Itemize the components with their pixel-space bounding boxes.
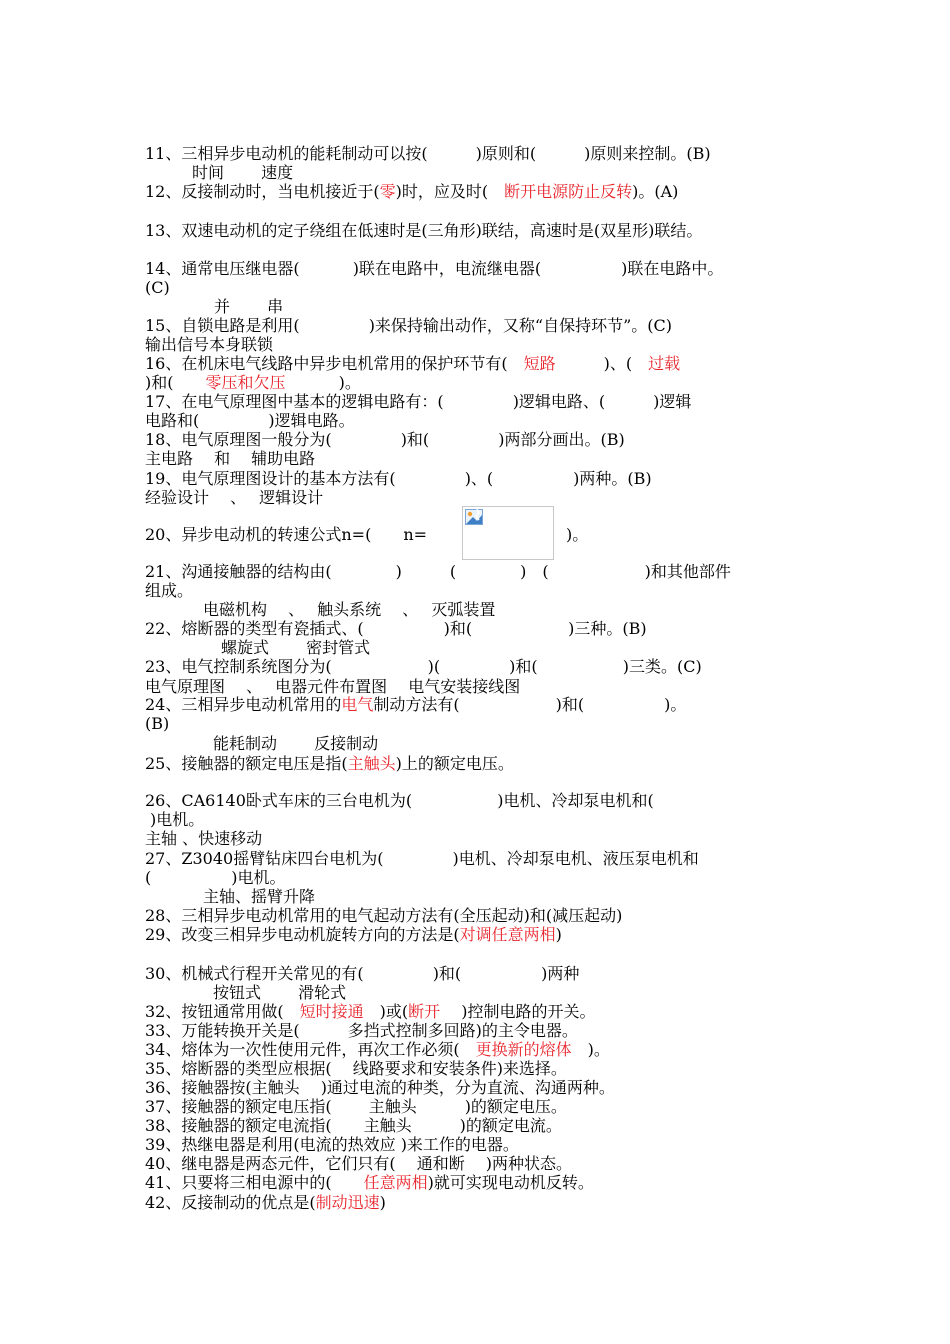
q25 xyxy=(145,754,514,773)
q42-answer: 制动迅速 xyxy=(315,1193,380,1212)
q29-text: 29、改变三相异步电动机旋转方向的方法是( xyxy=(145,925,460,944)
broken-image-icon xyxy=(465,509,485,527)
q23: 23、电气控制系统图分为( )( )和( )三类。(C) xyxy=(145,657,702,676)
q42-text: 42、反接制动的优点是( xyxy=(145,1193,316,1212)
q26-cont: )电机。 xyxy=(150,810,205,829)
q12 xyxy=(145,182,678,201)
q34 xyxy=(145,1040,610,1059)
q12-answer-1: 零 xyxy=(379,182,396,201)
q21-answer: 电磁机构 、 触头系统 、 灭弧装置 xyxy=(203,600,496,619)
q29 xyxy=(145,925,562,944)
q41-text: )就可实现电动机反转。 xyxy=(427,1173,594,1192)
q12-answer-2: 断开电源防止反转 xyxy=(504,182,633,201)
formula-image xyxy=(462,506,554,560)
q41-answer: 任意两相 xyxy=(363,1173,428,1192)
q25-answer: 主触头 xyxy=(347,754,396,773)
q24 xyxy=(145,695,686,714)
q36: 36、接触器按(主触头 )通过电流的种类，分为直流、沟通两种。 xyxy=(145,1078,615,1097)
q27-answer: 主轴、摇臂升降 xyxy=(203,887,316,906)
q14-level: (C) xyxy=(145,278,170,297)
q24-text: 24、三相异步电动机常用的 xyxy=(145,695,342,714)
q30-answer: 按钮式 滑轮式 xyxy=(213,983,347,1002)
q24-text: 制动方法有( )和( )。 xyxy=(373,695,687,714)
q12-text: 12、反接制动时，当电机接近于( xyxy=(145,182,380,201)
q33: 33、万能转换开关是( 多挡式控制多回路)的主令电器。 xyxy=(145,1021,578,1040)
q16-text: )。 xyxy=(285,373,361,392)
q29-text: ) xyxy=(555,925,562,944)
q17: 17、在电气原理图中基本的逻辑电路有：( )逻辑电路、( )逻辑 xyxy=(145,392,692,411)
q11-answer: 时间 速度 xyxy=(192,163,294,182)
q16-answer-3: 零压和欠压 xyxy=(205,373,286,392)
q32-text: )控制电路的开关。 xyxy=(440,1002,596,1021)
q37: 37、接触器的额定电压指( 主触头 )的额定电压。 xyxy=(145,1097,567,1116)
q14: 14、通常电压继电器( )联在电路中，电流继电器( )联在电路中。 xyxy=(145,259,724,278)
q22-answer: 螺旋式 密封管式 xyxy=(221,638,371,657)
q16-text: 16、在机床电气线路中异步电机常用的保护环节有( xyxy=(145,354,524,373)
q35: 35、熔断器的类型应根据( 线路要求和安装条件)来选择。 xyxy=(145,1059,567,1078)
q32 xyxy=(145,1002,595,1021)
q21: 21、沟通接触器的结构由( ) ( ) ( )和其他部件 xyxy=(145,562,731,581)
q26: 26、CA6140卧式车床的三台电机为( )电机、冷却泵电机和( xyxy=(145,791,654,810)
q21-cont: 组成。 xyxy=(145,581,194,600)
q32-text: 32、按钮通常用做( xyxy=(145,1002,300,1021)
q16-text: )和( xyxy=(145,373,206,392)
q26-answer: 主轴 、快速移动 xyxy=(145,829,263,848)
q29-answer: 对调任意两相 xyxy=(459,925,556,944)
q19: 19、电气原理图设计的基本方法有( )、( )两种。(B) xyxy=(145,469,652,488)
q16-answer-2: 过载 xyxy=(648,354,681,373)
q16-cont xyxy=(145,373,361,392)
q18: 18、电气原理图一般分为( )和( )两部分画出。(B) xyxy=(145,430,625,449)
q30: 30、机械式行程开关常见的有( )和( )两种 xyxy=(145,964,580,983)
q34-answer: 更换新的熔体 xyxy=(475,1040,572,1059)
q41 xyxy=(145,1173,594,1192)
q15-answer: 输出信号本身联锁 xyxy=(145,335,274,354)
q11: 11、三相异步电动机的能耗制动可以按( )原则和( )原则来控制。(B) xyxy=(145,144,711,163)
q32-text: )或( xyxy=(363,1002,409,1021)
q16-text: )、( xyxy=(555,354,649,373)
q13: 13、双速电动机的定子绕组在低速时是(三角形)联结，高速时是(双星形)联结。 xyxy=(145,221,703,240)
q39: 39、热继电器是利用(电流的热效应 )来工作的电器。 xyxy=(145,1135,519,1154)
q40: 40、继电器是两态元件，它们只有( 通和断 )两种状态。 xyxy=(145,1154,573,1173)
q14-answer: 并 串 xyxy=(214,297,284,316)
q18-answer: 主电路 和 辅助电路 xyxy=(145,449,316,468)
q22: 22、熔断器的类型有瓷插式、( )和( )三种。(B) xyxy=(145,619,647,638)
q27: 27、Z3040摇臂钻床四台电机为( )电机、冷却泵电机、液压泵电机和 xyxy=(145,849,699,868)
q27-cont: ( )电机。 xyxy=(145,868,286,887)
q19-answer: 经验设计 、 逻辑设计 xyxy=(145,488,324,507)
q15: 15、自锁电路是利用( )来保持输出动作，又称“自保持环节”。(C) xyxy=(145,316,673,335)
q34-text: )。 xyxy=(571,1040,610,1059)
q34-text: 34、熔体为一次性使用元件，再次工作必须( xyxy=(145,1040,476,1059)
q24-level: (B) xyxy=(145,714,170,733)
q12-text: )时，应及时( xyxy=(395,182,505,201)
q42-text: ) xyxy=(379,1193,386,1212)
q16 xyxy=(145,354,680,373)
q42 xyxy=(145,1193,386,1212)
q12-text: )。(A) xyxy=(632,182,679,201)
q38: 38、接触器的额定电流指( 主触头 )的额定电流。 xyxy=(145,1116,562,1135)
q23-answer: 电气原理图 、 电器元件布置图 电气安装接线图 xyxy=(145,677,521,696)
q28: 28、三相异步电动机常用的电气起动方法有(全压起动)和(减压起动) xyxy=(145,906,623,925)
q17-cont: 电路和( )逻辑电路。 xyxy=(145,411,355,430)
q20-end: )。 xyxy=(566,525,589,544)
q24-red: 电气 xyxy=(341,695,374,714)
q25-text: 25、接触器的额定电压是指( xyxy=(145,754,348,773)
q25-text: )上的额定电压。 xyxy=(395,754,514,773)
q32-answer-1: 短时接通 xyxy=(299,1002,364,1021)
q20: 20、异步电动机的转速公式n=( n= xyxy=(145,525,428,544)
q16-answer-1: 短路 xyxy=(523,354,556,373)
q41-text: 41、只要将三相电源中的( xyxy=(145,1173,364,1192)
q32-answer-2: 断开 xyxy=(408,1002,441,1021)
q24-answer: 能耗制动 反接制动 xyxy=(213,734,379,753)
